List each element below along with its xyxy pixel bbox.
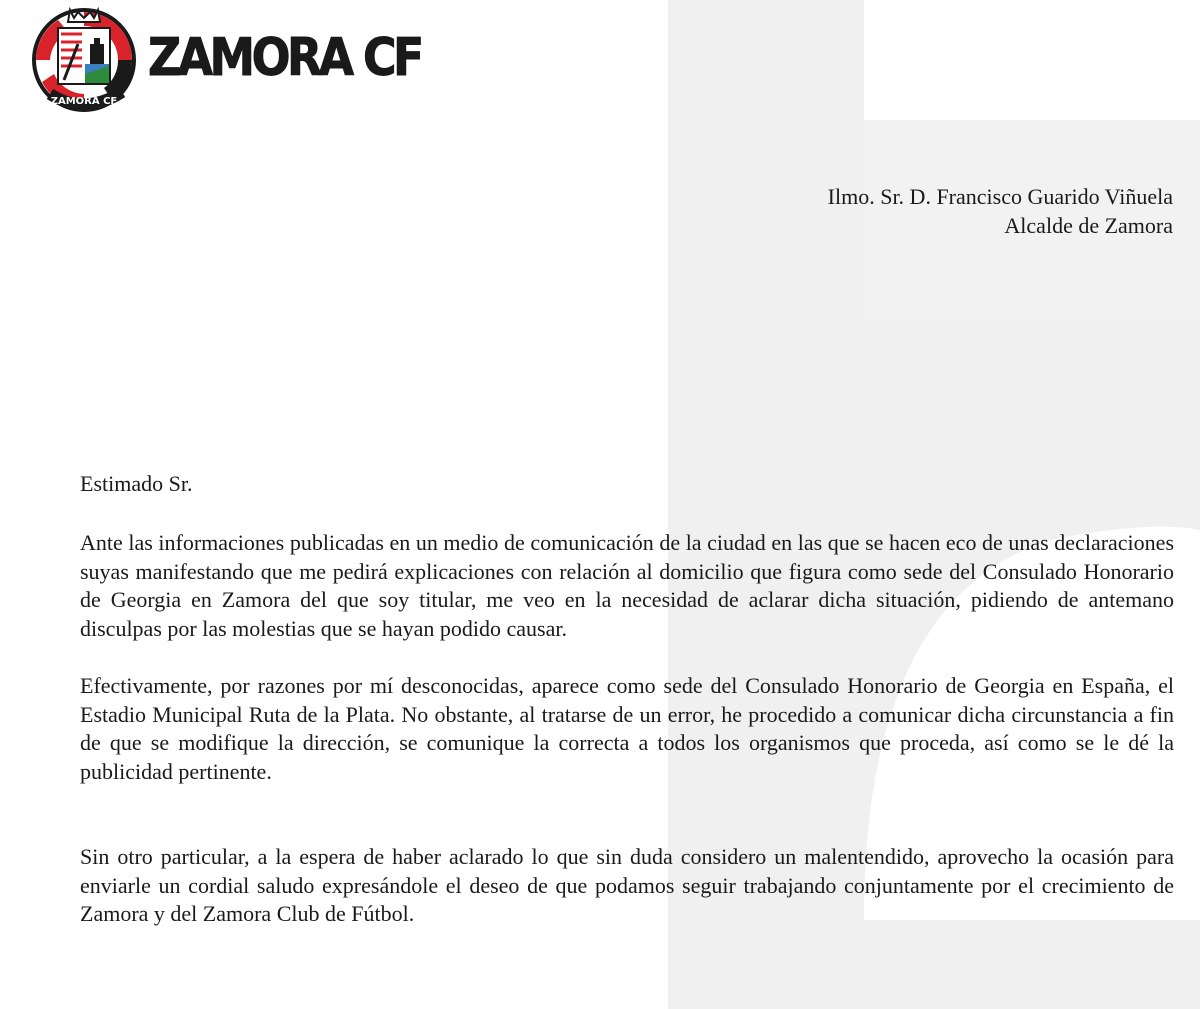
- recipient-address: [828, 182, 1173, 240]
- letter-paragraph-3: Sin otro particular, a la espera de haber aclarado lo que sin duda considero un malentendido, aprovecho la ocasión para enviarle un cordial saludo expresándole el deseo de que podamos seguir trabajando conjuntamente por el crecimiento de Zamora y del Zamora Club de Fútbol.: [80, 844, 1174, 926]
- letter-paragraph-1: Ante las informaciones publicadas en un medio de comunicación de la ciudad en las que se hacen eco de unas declaraciones suyas manifestando que me pedirá explicaciones con relación al domicilio que figura como sede del Consulado Honorario de Georgia en Zamora del que soy titular, me veo en la necesidad de aclarar dicha situación, pidiendo de antemano disculpas por las molestias que se hayan podido causar.: [80, 530, 1174, 641]
- recipient-title: Alcalde de Zamora: [1004, 213, 1173, 238]
- club-crest-logo: [28, 4, 140, 112]
- letter-paragraph-2: Efectivamente, por razones por mí desconocidas, aparece como sede del Consulado Honorario de Georgia en España, el Estadio Municipal Ruta de la Plata. No obstante, al tratarse de un error, he procedido a comunicar dicha circunstancia a fin de que se modifique la dirección, se comunique la correcta a todos los organismos que proceda, así como se le dé la publicidad pertinente.: [80, 673, 1174, 784]
- recipient-name: Ilmo. Sr. D. Francisco Guarido Viñuela: [827, 184, 1173, 209]
- brand-wordmark: ZAMORA CF: [148, 28, 421, 88]
- salutation: Estimado Sr.: [80, 471, 193, 496]
- svg-text:ZAMORA CF: ZAMORA CF: [50, 96, 118, 107]
